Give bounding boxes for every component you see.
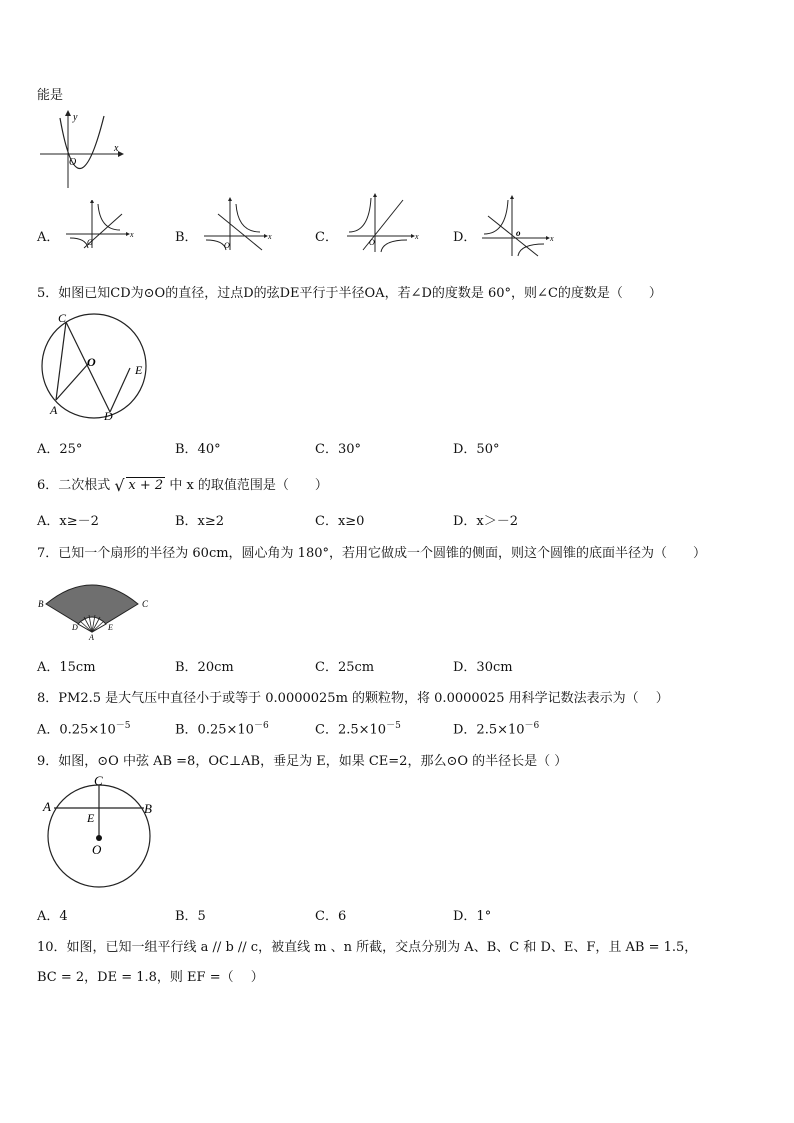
fan-point-b-label: B xyxy=(38,599,44,609)
q5-option-c: C．30° xyxy=(315,442,361,457)
q8-option-a: A．$0.25\times 10^{-5}$ xyxy=(37,721,131,738)
q9-question-text: 9．如图，⊙O 中弦 AB =8，OC⊥AB，垂足为 E，如果 CE=2，那么⊙O 的半径长是（ ） xyxy=(37,754,568,769)
q9-circle-figure xyxy=(40,772,160,892)
point-c-label: C xyxy=(58,311,67,325)
q4-option-d: D． xyxy=(453,230,477,245)
radical-sign-icon: √ xyxy=(114,476,125,495)
q4-option-b: B． xyxy=(175,230,198,245)
q8-option-c: C．$2.5\times 10^{-5}$ xyxy=(315,721,401,738)
fan-point-a-label: A xyxy=(89,633,94,642)
q6-text-after: 中 x 的取值范围是（ ） xyxy=(169,478,328,493)
fan-point-c-label: C xyxy=(142,599,149,609)
x-axis-label: x xyxy=(114,143,119,154)
q7-option-d: D．30cm xyxy=(453,660,513,675)
point-e-label: E xyxy=(135,363,143,377)
point-a-label: A xyxy=(43,799,51,814)
q4-option-d-graph xyxy=(480,194,558,274)
q4-option-a-graph xyxy=(64,200,136,250)
svg-text:O: O xyxy=(369,238,375,247)
point-a-label: A xyxy=(50,403,58,417)
q6-option-a: A．x≥－2 xyxy=(37,514,99,529)
fan-point-d-label: D xyxy=(72,623,78,632)
q7-fan-figure xyxy=(38,566,158,642)
q7-option-c: C．25cm xyxy=(315,660,375,675)
point-o-label: O xyxy=(87,355,96,369)
origin-label: O xyxy=(69,157,77,168)
point-e-label: E xyxy=(87,811,95,825)
q4-option-c: C． xyxy=(315,230,338,245)
q7-question-text: 7．已知一个扇形的半径为 60cm，圆心角为 180°，若用它做成一个圆锥的侧面，则这个圆锥的底面半径为（ ） xyxy=(37,546,706,561)
q8-option-d: D．$2.5\times 10^{-6}$ xyxy=(453,721,540,738)
q4-option-b-graph xyxy=(202,196,274,252)
q9-option-b: B．5 xyxy=(175,909,206,924)
q5-option-b: B．40° xyxy=(175,442,221,457)
q6-option-c: C．x≥0 xyxy=(315,514,365,529)
point-b-label: B xyxy=(144,801,152,816)
q5-question-text: 5．如图已知CD为⊙O的直径，过点D的弦DE平行于半径OA，若∠D的度数是 60°，则∠C的度数是（ ） xyxy=(37,286,662,301)
q4-option-a: A． xyxy=(37,230,60,245)
q5-circle-figure xyxy=(38,308,158,424)
q6-option-b: B．x≥2 xyxy=(175,514,225,529)
q7-option-b: B．20cm xyxy=(175,660,234,675)
q10-question-line2: BC = 2，DE = 1.8，则 EF =（ ） xyxy=(37,970,264,985)
point-d-label: D xyxy=(104,409,113,423)
q6-question-text xyxy=(37,474,328,493)
q6-radical xyxy=(114,478,165,493)
svg-text:x: x xyxy=(268,232,272,241)
q6-option-d: D．x＞－2 xyxy=(453,514,519,529)
q6-text-before: 6．二次根式 xyxy=(37,478,111,493)
point-c-label: C xyxy=(94,773,103,788)
q4-parabola-figure xyxy=(38,110,128,192)
svg-text:x: x xyxy=(415,232,419,241)
q8-question-text: 8．PM2.5 是大气压中直径小于或等于 0.0000025m 的颗粒物，将 0.0000025 用科学记数法表示为（ ） xyxy=(37,691,669,706)
continued-question-text: 能是 xyxy=(37,88,64,103)
svg-text:x: x xyxy=(130,230,134,239)
q9-option-a: A．4 xyxy=(37,909,68,924)
q7-option-a: A．15cm xyxy=(37,660,96,675)
point-o-label: O xyxy=(92,842,102,857)
svg-text:O: O xyxy=(224,241,230,250)
q4-option-c-graph xyxy=(345,192,423,254)
svg-text:o: o xyxy=(516,228,521,238)
q6-radicand: x + 2 xyxy=(128,478,164,493)
y-axis-label: y xyxy=(73,112,78,123)
q9-option-c: C．6 xyxy=(315,909,347,924)
q8-option-b: B．$0.25\times 10^{-6}$ xyxy=(175,721,269,738)
q10-question-line1: 10．如图，已知一组平行线 a // b // c，被直线 m 、n 所截，交点分别为 A、B、C 和 D、E、F，且 AB = 1.5， xyxy=(37,940,698,955)
svg-text:O: O xyxy=(87,238,93,247)
q5-option-a: A．25° xyxy=(37,442,83,457)
q5-option-d: D．50° xyxy=(453,442,500,457)
svg-text:x: x xyxy=(550,234,554,243)
fan-point-e-label: E xyxy=(108,623,113,632)
q9-option-d: D．1° xyxy=(453,909,492,924)
